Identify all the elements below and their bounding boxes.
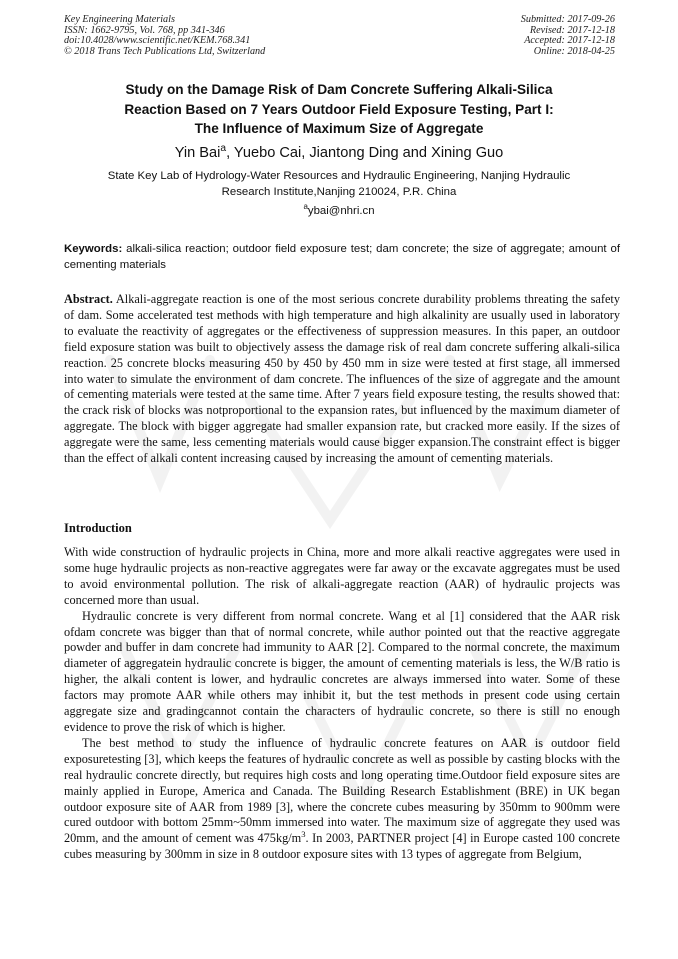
author-rest: , Yuebo Cai, Jiantong Ding and Xining Guo [226, 145, 504, 161]
paper-title [60, 80, 618, 139]
email-address[interactable]: ybai@nhri.cn [307, 205, 375, 217]
paragraph-text: The best method to study the influence of hydraulic concrete features on AAR is outdoor field exposuretesting [3], which keeps the features of hydraulic concrete as well as possible by casting blocks with the real hydraulic concrete directly, but requires high costs and long operating time.Outdoor field exposure sites are mainly applied in Europe, America and Canada. The Building Research Establishment (BRE) in UK began outdoor exposure site of AAR from 1989 [3], where the concrete cubes measuring by 350mm to 900mm were cured outdoor with bottom 25mm~50mm immersed into water. The maximum size of aggregate they used was 20mm, and the amount of cement was 475kg/m [64, 735, 620, 846]
online-date: Online: 2018-04-25 [533, 45, 615, 57]
journal-issn: ISSN: 1662-9795, Vol. 768, pp 341-346 [64, 24, 225, 36]
journal-doi: doi:10.4028/www.scientific.net/KEM.768.341 [64, 35, 251, 47]
journal-info [64, 15, 265, 57]
paragraph [64, 736, 620, 863]
superscript: 3 [301, 829, 306, 840]
title-line: Study on the Damage Risk of Dam Concrete Suffering Alkali-Silica [125, 82, 553, 97]
author-email [0, 202, 678, 217]
email-sup: a [303, 202, 308, 212]
submission-dates [521, 15, 615, 57]
abstract [64, 292, 620, 467]
introduction-body [64, 545, 620, 863]
paragraph: With wide construction of hydraulic projects in China, more and more alkali reactive aggregates were used in some huge hydraulic projects as non-reactive aggregates were far away or the excavate aggregates must be used to avoid environmental pollution. The risk of alkali-aggregate reaction (AAR) of hydraulic projects was concerned more than usual. [64, 545, 620, 607]
journal-copyright: © 2018 Trans Tech Publications Ltd, Switzerland [64, 45, 266, 57]
revised-date: Revised: 2017-12-18 [529, 24, 615, 36]
author-sup: a [220, 143, 227, 155]
accepted-date: Accepted: 2017-12-18 [524, 35, 615, 47]
introduction-heading: Introduction [64, 521, 132, 535]
affiliation-line: State Key Lab of Hydrology-Water Resources and Hydraulic Engineering, Nanjing Hydraulic [107, 170, 571, 182]
author-list [0, 145, 678, 161]
title-line: Reaction Based on 7 Years Outdoor Field Exposure Testing, Part I: [124, 101, 554, 117]
submitted-date: Submitted: 2017-09-26 [520, 14, 615, 25]
keywords-label: Keywords: [64, 243, 123, 255]
keywords-text: alkali-silica reaction; outdoor field exposure test; dam concrete; the size of aggregate; amount of cementing materials [64, 243, 620, 271]
author-first: Yin Bai [174, 145, 221, 161]
affiliation-line: Research Institute,Nanjing 210024, P.R. China [221, 185, 457, 198]
paragraph-text: . In 2003, PARTNER project [4] in Europe casted 100 concrete cubes measuring by 300mm in size in 8 outdoor exposure sites with 13 types of aggregate from Belgium, [64, 831, 621, 862]
affiliation [60, 169, 618, 200]
journal-name: Key Engineering Materials [64, 14, 175, 25]
abstract-label: Abstract. [64, 292, 113, 306]
paragraph: Hydraulic concrete is very different from normal concrete. Wang et al [1] considered that the AAR risk ofdam concrete was bigger than that of normal concrete, while author pointed out that the reactive aggregate powder and buffer in dam concrete had immunity to AAR [2]. Compared to the normal concrete, the maximum diameter of aggregatein hydraulic concrete is bigger, the amount of cementing materials is less, the W/B ratio is higher, the alkali content is lower, and hydraulic concretes are always immersed into water. Some of these factors may promote AAR while others may inhibit it, but the test methods in present code using certain aggregate size and gradingcannot contain the characters of hydraulic concrete, so there is still no enough evidence to prove the risk of which is higher. [64, 608, 620, 734]
title-line: The Influence of Maximum Size of Aggregate [194, 121, 484, 136]
keywords [64, 241, 620, 273]
abstract-text: Alkali-aggregate reaction is one of the most serious concrete durability problems threating the safety of dam. Some accelerated test methods with high temperature and high alkalinity are usually used in laboratory to evaluate the reactivity of aggregates or the effectiveness of suppression measures. In this paper, an outdoor field exposure station was built to objectively assess the damage risk of real dam concrete suffering alkali-silica reaction. 25 concrete blocks measuring 450 by 450 by 450 mm in size were tested at first stage, all immersed into water to simulate the environment of dam concrete. The influences of the size of aggregate and the amount of cementing materials were tested at the same time. After 7 years field exposure testing, the results showed that: the crack risk of blocks was notproportional to the expansion rates, but influenced by the maximum diameter of aggregate. The block with bigger aggregate had smaller expansion rate, but cracked more easily. If the sizes of aggregate were the same, less cementing materials would cause bigger expansion.The constraint effect is bigger than the effect of alkali content increasing caused by increasing the amount of cementing materials. [64, 292, 620, 466]
